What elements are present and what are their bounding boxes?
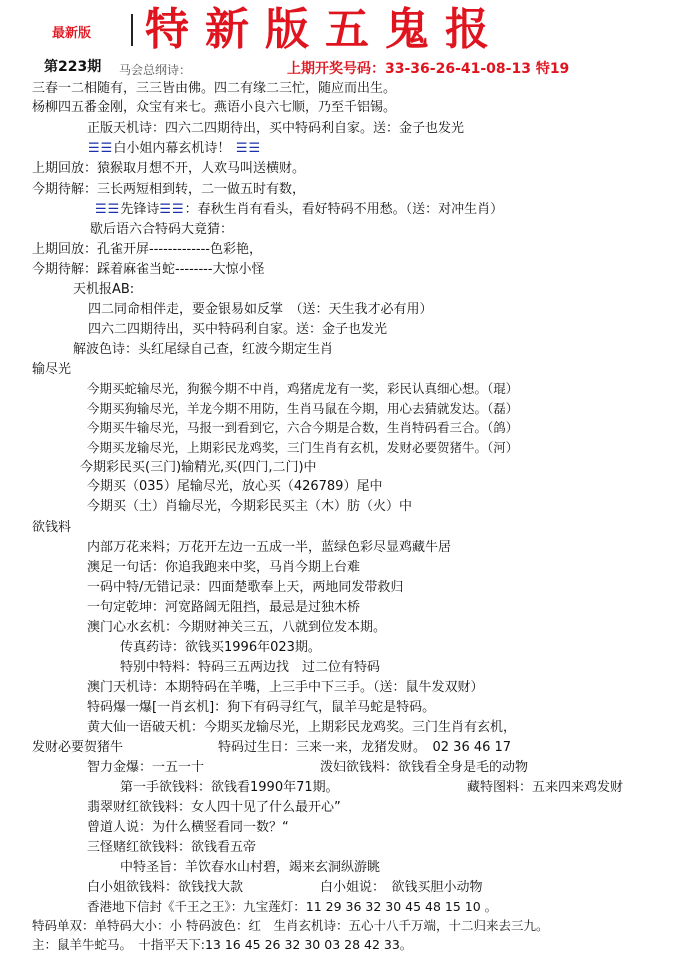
text-line: 正版天机诗：四六二四期待出，买中特码利自家。送：金子也发光 <box>87 121 465 136</box>
text-line: 今期待解：三长两短相到转，二一做五时有数， <box>32 182 306 197</box>
text-line: 欲钱料 <box>32 520 72 535</box>
text-line <box>95 202 503 218</box>
text-line: 特别中特料：特码三五两边找 过二位有特码 <box>120 660 381 675</box>
trigram-icon: ☰☰ <box>230 141 262 156</box>
text-line: 特码单双：单特码大小：小 特码波色：红 生肖玄机诗：五心十八千万端，十二归来去三九。 <box>32 918 549 933</box>
text-line: 特码过生日：三来一来，龙猪发财。 02 36 46 17 <box>218 740 512 755</box>
text-line: 杨柳四五番金刚，众宝有来七。燕语小良六七顺，乃至千铝锡。 <box>32 100 397 115</box>
text-line: 智力金爆：一五一十 <box>87 760 205 775</box>
title-divider <box>131 14 133 46</box>
text-line: 今期待解：踩着麻雀当蛇--------大惊小怪 <box>32 262 265 277</box>
text-line: 黄大仙一语破天机：今期买龙输尽光，上期彩民龙鸡奖。三门生肖有玄机， <box>87 720 517 735</box>
text-line-content: ：春秋生肖有看头，看好特码不用愁。（送：对冲生肖） <box>184 202 504 217</box>
text-line <box>88 141 261 157</box>
page-title: 特新版五鬼报 <box>145 4 505 55</box>
text-line-content: 先锋诗 <box>120 202 160 217</box>
text-line: 上期回放：猿猴取月想不开，人欢马叫送横财。 <box>32 161 306 176</box>
text-line: 内部万花来料；万花开左边一五成一半，蓝绿色彩尽显鸡藏牛居 <box>87 540 452 555</box>
text-line: 今期彩民买(三门)输精光,买(四门,二门)中 <box>80 460 317 475</box>
text-line: 香港地下信封《千王之王》：九宝莲灯：11 29 36 32 30 45 48 15 10 。 <box>87 899 498 914</box>
text-line: 今期买（035）尾输尽光，放心买（426789）尾中 <box>87 479 383 494</box>
text-line: 上期回放：孔雀开屏-------------色彩艳， <box>32 242 262 257</box>
text-line: 三怪赌红欲钱料：欲钱看五帝 <box>87 840 257 855</box>
issue-number: 第223期 <box>44 59 102 75</box>
trigram-icon: ☰☰ <box>95 202 121 217</box>
text-line: 中特圣旨：羊饮春水山村碧，竭来玄洞纵游眺 <box>120 860 381 875</box>
text-line: 今期买狗输尽光，羊龙今期不用防，生肖马鼠在今期，用心去猜就发达。（磊） <box>87 401 519 416</box>
text-line: 特码爆一爆[一肖玄机]：狗下有码寻红气，鼠羊马蛇是特码。 <box>87 700 436 715</box>
text-line: 传真药诗：欲钱买1996年023期。 <box>120 640 321 655</box>
text-line: 今期买牛输尽光，马报一到看到它，六合今期是合数，生肖特码看三合。（鸽） <box>87 420 519 435</box>
trigram-icon: ☰☰ <box>159 202 185 217</box>
edition-tag: 最新版 <box>52 26 92 41</box>
text-line: 马会总纲诗： <box>119 63 192 77</box>
text-line: 一句定乾坤：河宽路阔无阻挡，最忌是过独木桥 <box>87 600 361 615</box>
trigram-icon: ☰☰ <box>88 141 114 156</box>
text-line: 歇后语六合特码大竟猜： <box>90 222 234 237</box>
text-line: 一码中特/无错记录：四面楚歌奉上天，两地同发带救归 <box>87 580 404 595</box>
text-line: 三春一二相随有，三三皆由佛。四二有缘二三忙，随应而出生。 <box>32 81 397 96</box>
text-line: 白小姐说： 欲钱买胆小动物 <box>320 880 483 895</box>
text-line: 白小姐欲钱料：欲钱找大款 <box>87 880 244 895</box>
text-line: 主：鼠羊牛蛇马。 十指平天下:13 16 45 26 32 30 03 28 42 33。 <box>32 937 413 952</box>
text-line: 澳门心水玄机：今期财神关三五，八就到位发本期。 <box>87 620 387 635</box>
text-line: 第一手欲钱料：欲钱看1990年71期。 <box>120 780 339 795</box>
text-line: 今期买蛇输尽光，狗猴今期不中肖，鸡猪虎龙有一奖，彩民认真细心想。（琨） <box>87 381 519 396</box>
text-line: 输尽光 <box>32 362 72 377</box>
text-line: 翡翠财红欲钱料：女人四十见了什么最开心” <box>87 800 341 815</box>
text-line: 今期买（土）肖输尽光，今期彩民买主（木）肪（火）中 <box>87 499 413 514</box>
text-line: 藏特图料：五来四来鸡发财 <box>467 780 624 795</box>
text-line: 澳足一句话：你追我跑来中奖，马肖今期上台难 <box>87 560 361 575</box>
text-line-content: 白小姐内幕玄机诗！ <box>113 141 231 156</box>
text-line: 解波色诗：头红尾绿自己查，红波今期定生肖 <box>73 342 334 357</box>
text-line: 四六二四期待出，买中特码利自家。送：金子也发光 <box>88 322 388 337</box>
text-line: 澳门天机诗：本期特码在羊嘴，上三手中下三手。（送：鼠牛发双财） <box>87 680 484 695</box>
last-draw-numbers: 上期开奖号码：33-36-26-41-08-13 特19 <box>287 61 570 77</box>
text-line: 发财必要贺猪牛 <box>32 740 124 755</box>
text-line: 今期买龙输尽光，上期彩民龙鸡奖，三门生肖有玄机，发财必要贺猪牛。（河） <box>87 440 519 455</box>
text-line: 泼妇欲钱料：欲钱看全身是毛的动物 <box>320 760 529 775</box>
text-line: 四二同命相伴走，要金银易如反掌 （送：天生我才必有用） <box>88 302 433 317</box>
text-line: 天机报AB: <box>73 282 135 297</box>
text-line: 曾道人说：为什么横竖看同一数？“ <box>87 820 289 835</box>
